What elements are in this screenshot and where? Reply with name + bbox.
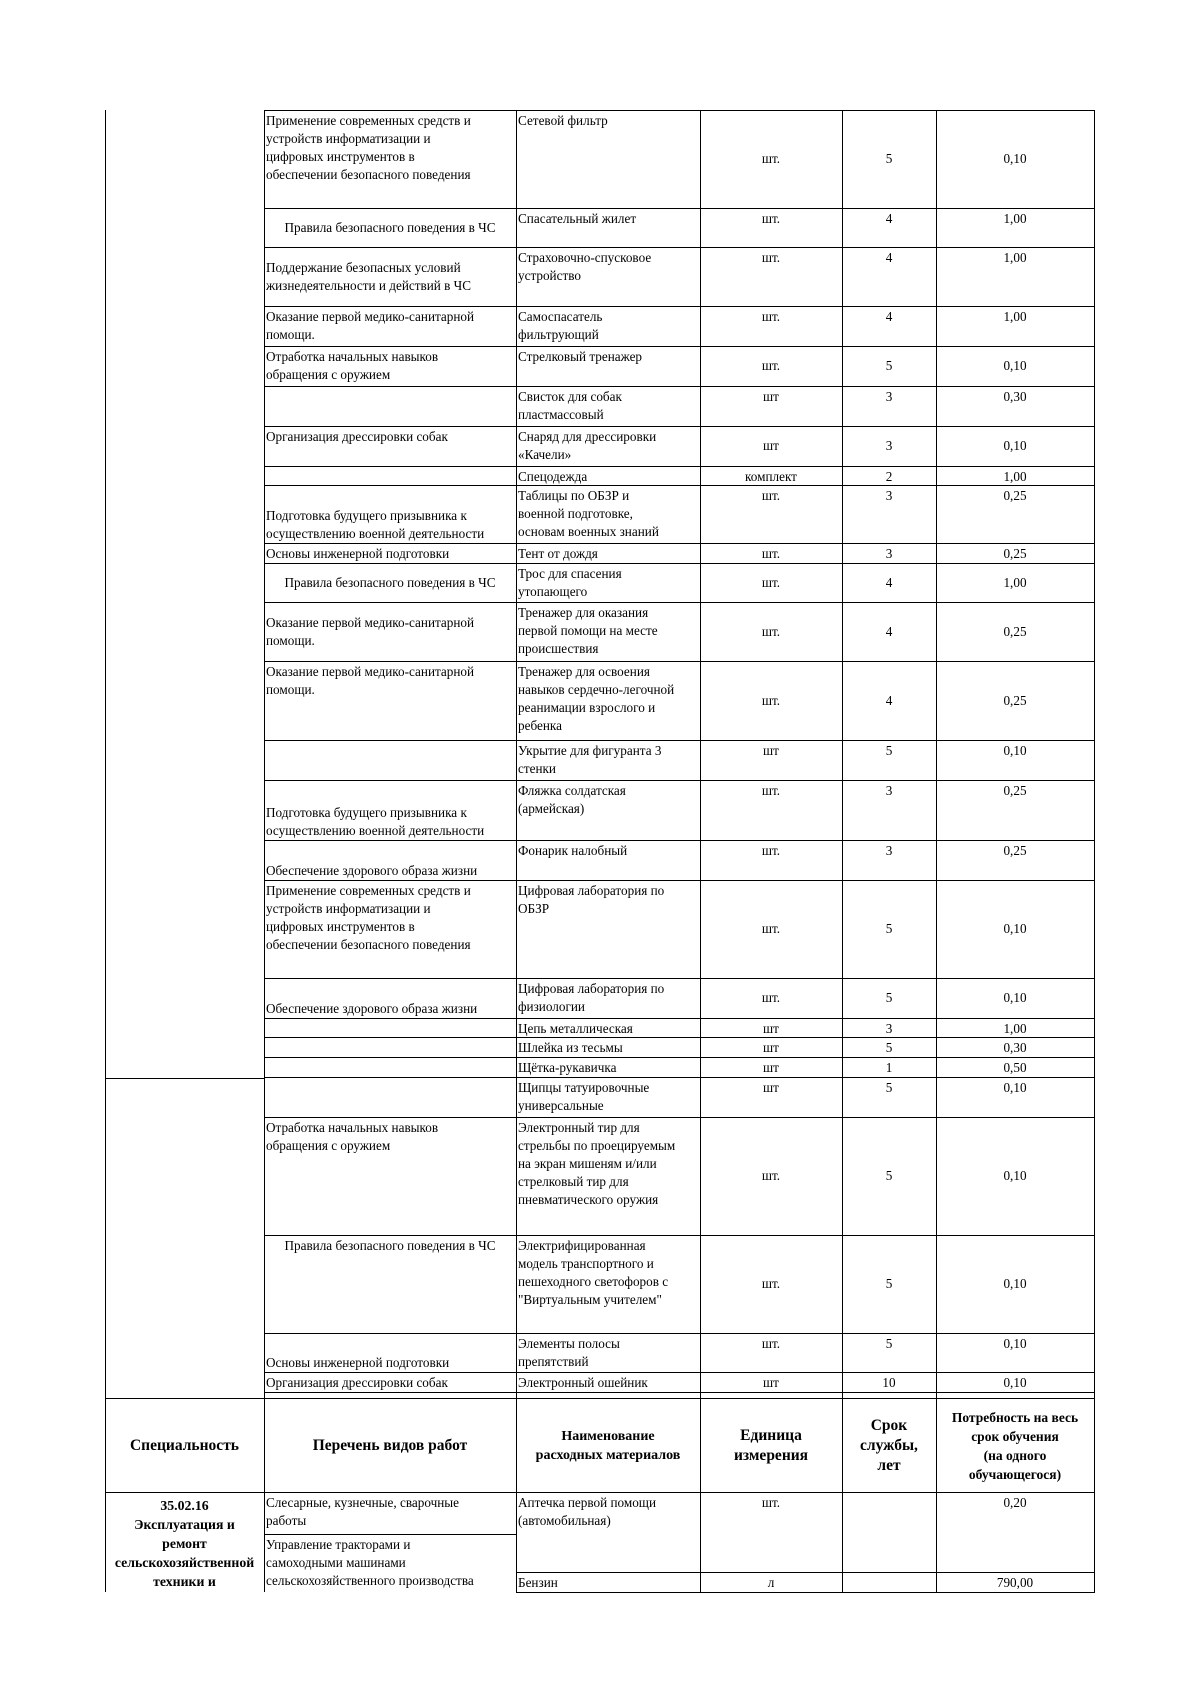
row-need: 0,25 [1003, 623, 1027, 639]
row-service-life: 3 [885, 546, 893, 561]
row-material-name: Шлейка из тесьмы [518, 1040, 623, 1055]
row-work-type: Отработка начальных навыков обращения с оружием [266, 1120, 439, 1153]
row-need: 0,10 [1003, 1168, 1027, 1183]
row-need: 0,30 [1003, 389, 1027, 404]
row-service-life: 4 [885, 309, 893, 324]
specialty-unit-2: л [767, 1575, 775, 1590]
row-work-type: Подготовка будущего призывника к осуществлению военной деятельности [266, 508, 485, 541]
row-unit: шт. [761, 921, 781, 936]
row-need: 1,00 [1003, 574, 1027, 590]
row-need: 1,00 [1003, 211, 1027, 226]
row-material-name: Спасательный жилет [518, 211, 637, 226]
row-material-name: Фляжка солдатская (армейская) [518, 783, 626, 816]
row-material-name: Снаряд для дрессировки «Качели» [518, 429, 657, 462]
row-need: 0,10 [1003, 990, 1027, 1005]
row-unit: шт. [761, 250, 781, 265]
row-work-type: Подготовка будущего призывника к осуществлению военной деятельности [266, 805, 485, 838]
row-service-life: 4 [885, 250, 893, 265]
header-work-list: Перечень видов работ [312, 1437, 468, 1454]
row-need: 0,10 [1003, 1080, 1027, 1095]
row-unit: шт [763, 1021, 779, 1036]
row-service-life: 5 [885, 921, 893, 936]
row-material-name: Свисток для собак пластмассовый [518, 389, 622, 422]
row-material-name: Спецодежда [518, 469, 588, 484]
row-work-type: Правила безопасного поведения в ЧС [284, 1238, 496, 1253]
row-work-type: Основы инженерной подготовки [266, 1355, 450, 1370]
row-service-life: 5 [885, 743, 893, 758]
row-work-type: Оказание первой медико-санитарной помощи. [266, 664, 475, 697]
row-work-type: Поддержание безопасных условий жизнедеятельности и действий в ЧС [266, 259, 472, 293]
row-need: 1,00 [1003, 1021, 1027, 1036]
specialty-unit-1: шт. [761, 1495, 781, 1510]
row-unit: шт. [761, 574, 781, 590]
row-service-life: 4 [885, 211, 893, 226]
row-material-name: Сетевой фильтр [518, 113, 608, 128]
row-unit: шт. [761, 309, 781, 324]
specialty-need-1: 0,20 [1003, 1495, 1027, 1510]
row-work-type: Основы инженерной подготовки [266, 546, 450, 561]
row-unit: шт [763, 1375, 779, 1390]
header-specialty: Специальность [129, 1437, 239, 1454]
row-work-type: Обеспечение здорового образа жизни [266, 863, 478, 878]
row-unit: шт. [761, 1168, 781, 1183]
row-material-name: Тент от дождя [518, 546, 598, 561]
row-unit: шт. [761, 692, 781, 708]
row-material-name: Щипцы татуировочные универсальные [518, 1080, 650, 1113]
row-work-type: Правила безопасного поведения в ЧС [284, 574, 496, 590]
row-service-life: 2 [885, 469, 893, 484]
row-unit: комплект [745, 469, 797, 484]
row-service-life: 3 [885, 389, 893, 404]
row-service-life: 4 [885, 574, 893, 590]
row-material-name: Тренажер для оказания первой помощи на месте происшествия [518, 605, 658, 656]
row-material-name: Электронный тир для стрельбы по проецируемым на экран мишеням и/или стрелковый тир для пневматического оружия [518, 1120, 676, 1207]
row-work-type: Оказание первой медико-санитарной помощи. [266, 309, 475, 342]
row-need: 0,10 [1003, 921, 1027, 936]
row-need: 0,10 [1003, 1375, 1027, 1390]
row-need: 0,10 [1003, 1276, 1027, 1291]
row-work-type: Применение современных средств и устройств информатизации и цифровых инструментов в обеспечении безопасного поведения [266, 883, 471, 952]
row-material-name: Электронный ошейник [518, 1375, 648, 1390]
row-need: 0,25 [1003, 783, 1027, 798]
row-need: 0,25 [1003, 843, 1027, 858]
row-work-type [264, 1077, 516, 1117]
row-material-name: Таблицы по ОБЗР и военной подготовке, основам военных знаний [518, 488, 659, 539]
row-unit: шт. [761, 151, 781, 166]
row-service-life: 3 [885, 438, 893, 453]
header-material-name: Наименование расходных материалов [535, 1429, 681, 1463]
specialty-work-2: Управление тракторами и самоходными машинами сельскохозяйственного производства [266, 1537, 474, 1588]
row-work-type [264, 1057, 516, 1077]
row-unit: шт [763, 743, 779, 758]
specialty-life-2 [842, 1572, 936, 1592]
row-need: 0,25 [1003, 546, 1027, 561]
row-need: 0,10 [1003, 358, 1027, 373]
row-material-name: Страховочно-спусковое устройство [518, 250, 652, 283]
row-service-life: 4 [885, 623, 893, 639]
row-service-life: 5 [885, 1336, 893, 1351]
row-unit: шт. [761, 1336, 781, 1351]
row-unit: шт. [761, 843, 781, 858]
row-material-name: Фонарик налобный [518, 843, 628, 858]
header-need: Потребность на весь срок обучения (на одного обучающегося) [951, 1410, 1079, 1482]
row-unit: шт. [761, 211, 781, 226]
row-service-life: 1 [885, 1060, 893, 1075]
row-need: 1,00 [1003, 250, 1027, 265]
row-material-name: Электрифицированная модель транспортного и пешеходного светофоров с "Виртуальным учителем" [518, 1238, 669, 1307]
row-unit: шт [763, 1040, 779, 1055]
row-unit: шт. [761, 783, 781, 798]
row-service-life: 3 [885, 488, 893, 503]
header-unit: Единица измерения [733, 1427, 809, 1464]
row-service-life: 3 [885, 783, 893, 798]
row-work-type [264, 740, 516, 780]
row-service-life: 5 [885, 358, 893, 373]
row-service-life: 3 [885, 1021, 893, 1036]
row-work-type: Отработка начальных навыков обращения с оружием [266, 349, 439, 382]
row-unit: шт [763, 389, 779, 404]
row-work-type: Правила безопасного поведения в ЧС [284, 219, 496, 235]
row-unit: шт. [761, 623, 781, 639]
row-service-life: 4 [885, 692, 893, 708]
row-unit: шт [763, 438, 779, 453]
row-need: 0,10 [1003, 1336, 1027, 1351]
row-work-type: Оказание первой медико-санитарной помощи. [266, 614, 475, 648]
row-material-name: Укрытие для фигуранта 3 стенки [518, 743, 662, 776]
row-material-name: Самоспасатель фильтрующий [518, 309, 603, 342]
specialty-cell: 35.02.16 Эксплуатация и ремонт сельскохозяйственной техники и [114, 1498, 255, 1589]
row-work-type: Применение современных средств и устройств информатизации и цифровых инструментов в обеспечении безопасного поведения [266, 113, 471, 182]
row-unit: шт. [761, 546, 781, 561]
row-material-name: Цепь металлическая [518, 1021, 633, 1036]
row-unit: шт [763, 1080, 779, 1095]
specialty-material-1: Аптечка первой помощи (автомобильная) [518, 1495, 656, 1528]
row-material-name: Щётка-рукавичка [518, 1060, 617, 1075]
row-material-name: Цифровая лаборатория по ОБЗР [518, 883, 665, 916]
header-service-life: Срок службы, лет [860, 1417, 918, 1474]
row-need: 0,30 [1003, 1040, 1027, 1055]
row-service-life: 5 [885, 1040, 893, 1055]
row-work-type [264, 386, 516, 426]
row-work-type: Организация дрессировки собак [266, 429, 448, 444]
row-need: 0,25 [1003, 488, 1027, 503]
specialty-material-2: Бензин [518, 1575, 558, 1590]
row-work-type [264, 1018, 516, 1037]
row-need: 0,10 [1003, 438, 1027, 453]
row-need: 1,00 [1003, 469, 1027, 484]
row-need: 1,00 [1003, 309, 1027, 324]
row-unit: шт. [761, 990, 781, 1005]
row-service-life: 5 [885, 1276, 893, 1291]
row-service-life: 5 [885, 1080, 893, 1095]
row-service-life: 5 [885, 990, 893, 1005]
row-material-name: Стрелковый тренажер [518, 349, 643, 364]
row-need: 0,50 [1003, 1060, 1027, 1075]
specialty-life-1 [842, 1492, 936, 1572]
row-service-life: 5 [885, 1168, 893, 1183]
row-unit: шт. [761, 488, 781, 503]
row-work-type [264, 466, 516, 485]
row-work-type: Обеспечение здорового образа жизни [266, 1001, 478, 1016]
row-service-life: 5 [885, 151, 893, 166]
row-work-type: Организация дрессировки собак [266, 1375, 448, 1390]
row-material-name: Элементы полосы препятствий [518, 1336, 620, 1369]
specialty-need-2: 790,00 [996, 1575, 1034, 1590]
row-need: 0,10 [1003, 743, 1027, 758]
row-work-type [264, 1037, 516, 1057]
specialty-work-1: Слесарные, кузнечные, сварочные работы [266, 1495, 459, 1528]
row-service-life: 3 [885, 843, 893, 858]
row-need: 0,25 [1003, 692, 1027, 708]
row-unit: шт. [761, 358, 781, 373]
row-material-name: Цифровая лаборатория по физиологии [518, 981, 665, 1014]
row-unit: шт. [761, 1276, 781, 1291]
row-service-life: 10 [882, 1375, 896, 1390]
row-unit: шт [763, 1060, 779, 1075]
row-material-name: Тренажер для освоения навыков сердечно-легочной реанимации взрослого и ребенка [518, 664, 675, 733]
row-need: 0,10 [1003, 151, 1027, 166]
row-material-name: Трос для спасения утопающего [518, 566, 622, 599]
